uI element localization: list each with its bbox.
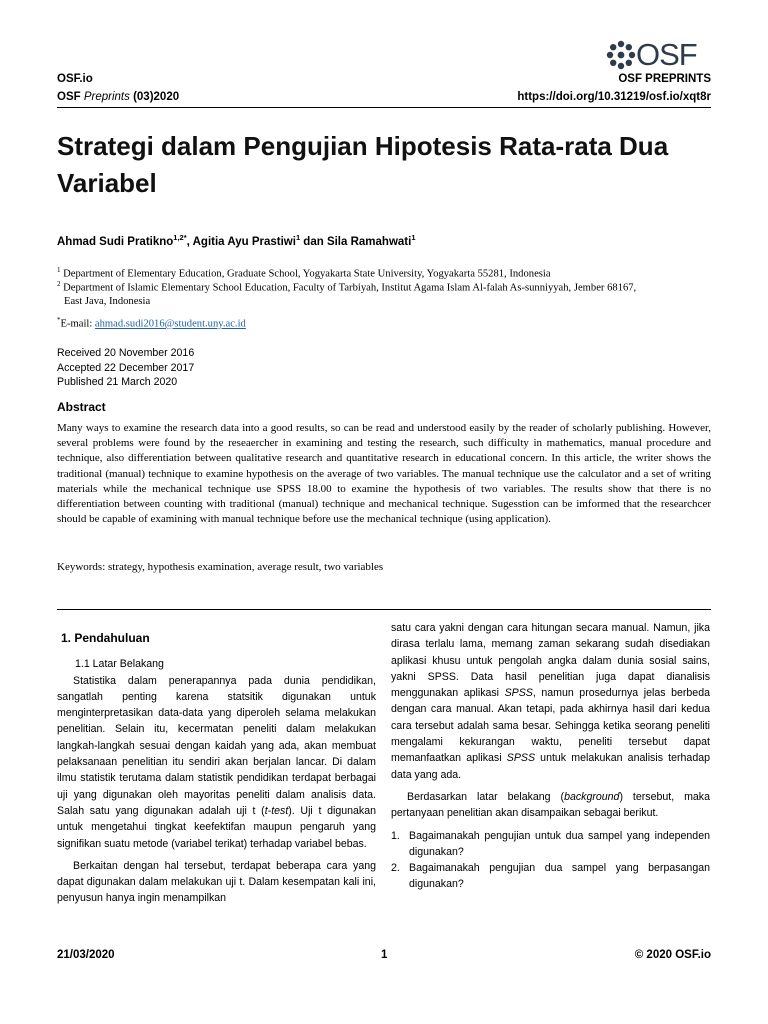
affiliation-text: Department of Elementary Education, Graduate School, Yogyakarta State University, Yogyakarta 55281, Indonesia	[63, 268, 551, 280]
affiliation-2	[57, 278, 717, 308]
list-item	[391, 828, 710, 861]
journal-prefix: OSF	[57, 91, 81, 103]
affiliation-number: 2	[57, 280, 61, 288]
section-heading: 1. Pendahuluan	[61, 631, 150, 645]
paragraph-text: Berdasarkan latar belakang (	[407, 790, 565, 803]
journal-issue: (03)2020	[133, 91, 180, 103]
author-name: , Agitia Ayu Prastiwi	[186, 235, 296, 248]
keywords: Keywords: strategy, hypothesis examination, average result, two variables	[57, 561, 384, 573]
site-name[interactable]: OSF.io	[57, 73, 93, 85]
paragraph	[391, 620, 710, 783]
author-affiliation-mark: 1	[411, 233, 416, 242]
doi-link[interactable]: https://doi.org/10.31219/osf.io/xqt8r	[517, 91, 711, 103]
italic-term: SPSS	[504, 687, 533, 700]
list-item	[391, 860, 710, 893]
list-item-text: Bagaimanakah pengujian untuk dua sampel yang independen digunakan?	[409, 829, 710, 858]
list-item-number: 1.	[391, 829, 400, 842]
osf-logo-wordmark: OSF	[636, 37, 697, 72]
author-affiliation-mark: 1	[295, 233, 301, 242]
corresponding-mark: *	[57, 316, 61, 324]
paragraph-text: Berkaitan dengan hal tersebut, terdapat beberapa cara yang dapat digunakan dalam melakukan uji t. Dalam kesempatan kali ini, penyusun hanya ingin menampilkan	[57, 859, 376, 905]
paragraph	[57, 673, 376, 852]
received-date: Received 20 November 2016	[57, 347, 195, 359]
journal-italic: Preprints	[83, 91, 130, 103]
affiliation-text: Department of Islamic Elementary School Education, Faculty of Tarbiyah, Institut Agama Islam Al-falah As-sunniyyah, Jember 68167,	[63, 282, 637, 294]
abstract-heading: Abstract	[57, 400, 106, 414]
italic-term: t-test	[264, 804, 289, 817]
list-item-number: 2.	[391, 862, 400, 875]
series-label: OSF PREPRINTS	[618, 73, 711, 85]
body-column-right	[391, 620, 710, 893]
author-list	[57, 233, 415, 248]
affiliation-text-cont: East Java, Indonesia	[64, 295, 151, 307]
italic-term: background	[564, 790, 620, 803]
published-date: Published 21 March 2020	[57, 376, 178, 388]
footer-date: 21/03/2020	[57, 949, 115, 961]
email-link[interactable]: ahmad.sudi2016@student.uny.ac.id	[94, 318, 246, 330]
list-item-text: Bagaimanakah pengujian dua sampel yang berpasangan digunakan?	[409, 862, 710, 891]
email-label: E-mail:	[60, 318, 95, 330]
author-name: dan Sila Ramahwati	[300, 235, 412, 248]
research-questions-list	[391, 828, 710, 893]
footer-copyright: © 2020 OSF.io	[634, 949, 711, 961]
author-name: Ahmad Sudi Pratikno	[57, 235, 174, 248]
accepted-date: Accepted 22 December 2017	[57, 362, 195, 374]
osf-logo	[606, 37, 711, 72]
corresponding-email	[57, 316, 246, 330]
author-affiliation-mark: 1,2*	[173, 233, 187, 242]
paragraph-text: satu cara yakni dengan cara hitungan secara manual. Namun, jika dirasa terlalu lama, memang zaman sekarang sudah disediakan aplikasi khusu untuk pengolah angka dalam dunia sosial sains, yakni SPSS. Data hasil penelitian juga dapat dianalisis menggunakan aplikasi	[391, 622, 710, 700]
paragraph-text: untuk melakukan analisis terhadap data yang ada.	[391, 752, 710, 781]
paragraph	[57, 858, 376, 907]
affiliation-number: 1	[57, 266, 61, 274]
header-divider	[57, 107, 711, 108]
paragraph	[391, 789, 710, 822]
body-column-left	[57, 630, 376, 913]
paragraph-text: ) tersebut, maka pertanyaan penelitian akan disampaikan sebagai berikut.	[391, 790, 710, 820]
paragraph-text: , namun prosedurnya jelas berbeda dengan cara manual. Akan tetapi, pada akhirnya hasil dari kedua cara tersebut adalah sama besar. Sehingga ketika seorang peneliti mengalami kekurangan waktu, peneliti tersebut dapat memanfaatkan aplikasi	[391, 687, 710, 765]
section-divider	[57, 609, 711, 610]
osf-logo-icon	[606, 40, 636, 70]
abstract-text: Many ways to examine the research data into a good results, so can be read and understood easily by the reader of scholarly publishing. However, several problems were found by the reseaercher in examining and testing the research, such difficulty in mathematics, manual procedure and technique, also differentiation between qualitative research and quantitative research in educational concern. In this article, the writer shows the traditional (manual) technique to examine hypothesis on the average of two variables. The manual technique use the calculator and a set of writing materials while the mechanical technique use SPSS 18.00 to examine the hypothesis of two variables. The results show that there is no differentiation between counting with traditional (manual) technique and mechanical technique. Sugesstion can be imformed that the researchcer should be capable of examining with manual technique before use the mechanical technique (using application).	[57, 422, 711, 526]
subsection-heading: 1.1 Latar Belakang	[75, 658, 164, 671]
italic-term: SPSS	[506, 752, 536, 765]
paragraph-text: Statistika dalam penerapannya pada dunia pendidikan, sangatlah penting karena statsitik digunakan untuk menginterpretasikan data-data yang diperoleh selama melakukan penelitian. Selain itu, kecermatan peneliti dalam melakukan langkah-langkah sesuai dengan kaidah yang ada, akan membuat pelaksanaan penelitian itu sendiri akan berjalan lancar. Di dalam ilmu statistik terutama dalam statistik pendidikan terdapat berbagai uji yang digunakan oleh mayoritas peneliti dalam analisis data. Salah satu yang digunakan adalah uji t (	[57, 674, 376, 817]
page-number: 1	[381, 949, 388, 961]
journal-line	[57, 91, 179, 103]
paragraph-text: ). Uji t digunakan untuk mengetahui tingkat keefektifan maupun pengaruh yang signifikan suatu metode (variabel terikat) terhadap variabel bebas.	[57, 804, 377, 850]
article-title: Strategi dalam Pengujian Hipotesis Rata-rata Dua Variabel	[57, 131, 669, 198]
